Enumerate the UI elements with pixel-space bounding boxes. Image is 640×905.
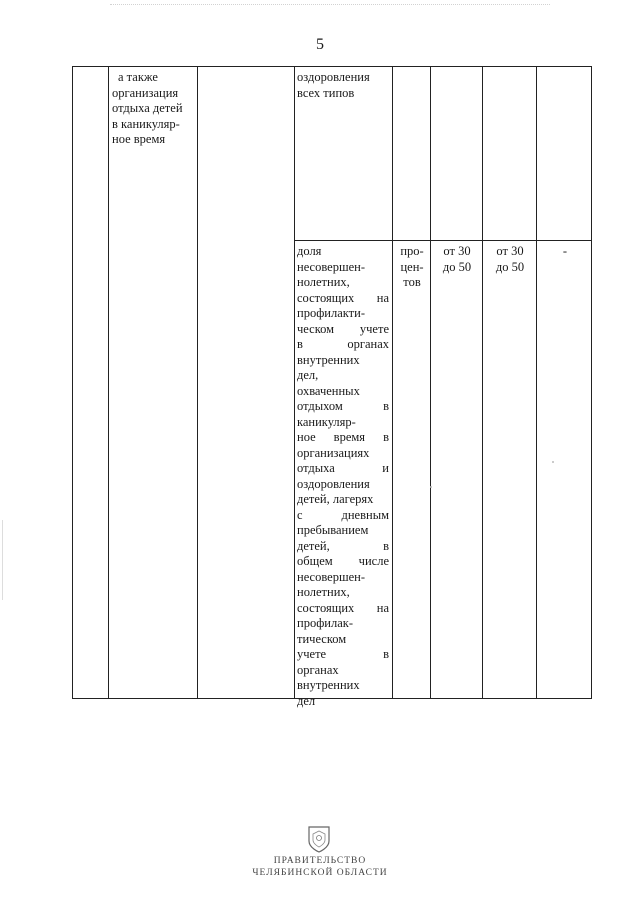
indicator-line: в органах [297,337,389,351]
indicator-table [72,66,592,708]
activity-line: организация [112,85,179,100]
table-divider [108,66,109,699]
indicator-line: профилак- [297,616,353,630]
value-cell-a [434,244,480,275]
indicator-line: органах [297,662,339,677]
value-cell-b [482,244,538,275]
table-divider [482,66,483,699]
scan-artifact-line [110,4,550,9]
indicator-line: доля [297,244,322,258]
table-border-top [72,66,592,67]
indicator-line: внутренних [297,352,360,367]
indicator-line: всех типов [297,85,355,100]
indicator-line: общем числе [297,554,389,568]
footer-government-title: ПРАВИТЕЛЬСТВО [273,856,367,866]
indicator-line: оздоровления [297,70,370,84]
unit-line: цен- [400,259,424,274]
indicator-cell-2 [297,244,389,709]
indicator-line: оздоровления [297,476,370,491]
scan-dot [552,461,554,463]
indicator-line: ческом учете [297,321,389,336]
value-line: до 50 [442,259,472,274]
indicator-line: дел [297,693,316,708]
indicator-line: пребыванием [297,523,369,537]
indicator-line: детей, в [297,538,389,553]
footer-region-title: ЧЕЛЯБИНСКОЙ ОБЛАСТИ [252,868,388,878]
indicator-line: дел, [297,368,319,382]
indicator-line: состоящих на [297,290,389,305]
value-line: до 50 [495,259,525,274]
indicator-line: отдыхом в [297,399,389,413]
activity-line: в каникуляр- [112,116,180,131]
table-divider [294,66,295,699]
activity-line: а также [118,70,158,84]
value-line: от 30 [496,244,524,258]
unit-line: про- [400,244,424,258]
table-divider [392,66,393,699]
indicator-line: организациях [297,445,370,460]
activity-line: ное время [112,132,166,146]
value-cell-c: - [562,244,568,258]
unit-cell [398,244,426,291]
indicator-line: нолетних, [297,585,350,599]
indicator-line: состоящих на [297,600,389,615]
activity-cell [112,70,192,148]
indicator-line: профилакти- [297,306,365,320]
indicator-line: нолетних, [297,275,350,289]
indicator-cell-1 [297,70,387,101]
indicator-line: охваченных [297,383,360,398]
indicator-line: детей, лагерях [297,492,374,506]
scan-edge-mark [2,520,3,600]
scan-dot [430,486,432,488]
table-divider [536,66,537,699]
coat-of-arms-icon [306,824,332,854]
indicator-line: ное время в [297,430,389,444]
table-divider [430,66,431,699]
row-divider [294,240,592,241]
table-border-right [591,66,592,699]
indicator-line: учете в [297,647,389,661]
value-line: от 30 [443,244,471,258]
activity-line: отдыха детей [112,101,183,115]
indicator-line: тическом [297,631,347,646]
indicator-line: внутренних [297,678,360,692]
indicator-line: с дневным [297,507,389,522]
table-divider [197,66,198,699]
table-border-left [72,66,73,699]
page-number: 5 [316,36,324,53]
indicator-line: несовершен- [297,569,365,584]
indicator-line: несовершен- [297,259,365,274]
unit-line: тов [403,275,421,289]
indicator-line: отдыха и [297,461,389,475]
indicator-line: каникуляр- [297,414,356,429]
